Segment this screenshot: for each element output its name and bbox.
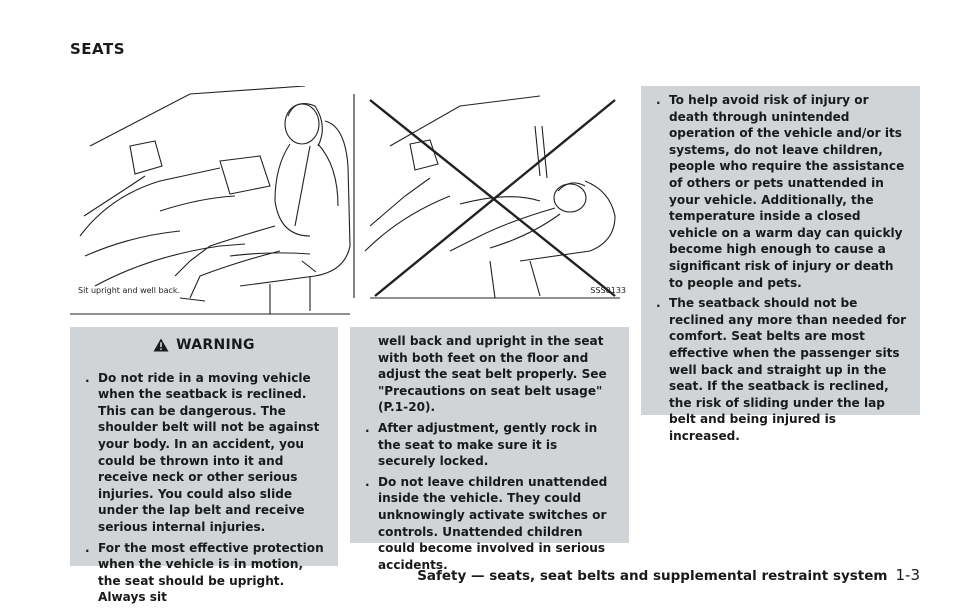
section-title: SEATS xyxy=(70,40,126,58)
page-number: 1-3 xyxy=(895,566,920,584)
footer-title: Safety — seats, seat belts and supplemental restraint system xyxy=(417,568,888,584)
bullet-symbol: . xyxy=(656,296,661,311)
figure-caption: Sit upright and well back. xyxy=(78,286,181,295)
list-item-text: Do not ride in a moving vehicle when the seatback is reclined. This can be dangerous. The shoulder belt will not be against your body. In an accident, you could be thrown into it and receive neck or other serious injuries. You could also slide under the lap belt and receive serious internal injuries. xyxy=(98,370,320,534)
list-item-text: The seatback should not be reclined any more than needed for comfort. Seat belts are most effective when the passenger sits well back and straight up in the seat. If the seatback is reclined, the risk of sliding under the lap belt and being injured is increased. xyxy=(669,296,907,443)
list-item-text: After adjustment, gently rock in the seat to make sure it is securely locked. xyxy=(378,420,598,469)
seat-illustration xyxy=(70,86,630,315)
list-item-text: For the most effective protection when the vehicle is in motion, the seat should be upright. Always sit xyxy=(98,540,324,605)
list-item-text: Do not leave children unattended inside the vehicle. They could unknowingly activate switches or controls. Unattended children could become involved in serious accidents. xyxy=(378,474,608,572)
list-item xyxy=(82,540,326,606)
list-item xyxy=(82,370,326,536)
list-item xyxy=(653,295,908,444)
list-item-text: To help avoid risk of injury or death through unintended operation of the vehicle and/or its systems, do not leave children, people who require the assistance of others or pets unattended in your vehicle. Additionally, the temperature inside a closed vehicle on a warm day can quickly become high enough to cause a significant risk of injury or death to people and pets. xyxy=(669,93,905,290)
bullet-symbol: . xyxy=(85,370,90,385)
warning-box xyxy=(70,327,338,605)
continued-text: well back and upright in the seat with both feet on the floor and adjust the seat belt properly. See "Precautions on seat belt usage" (P.1-20). xyxy=(378,334,607,415)
bullet-symbol: . xyxy=(365,420,370,435)
seat-illustration-drawing xyxy=(70,86,630,315)
list-item xyxy=(653,92,908,291)
list-item xyxy=(362,420,617,470)
list-item xyxy=(362,474,617,574)
figure-code: SSS0133 xyxy=(590,286,626,295)
bullet-symbol: . xyxy=(656,93,661,107)
page-footer xyxy=(417,566,920,584)
bullet-symbol: . xyxy=(85,540,90,555)
warning-box-continued xyxy=(350,327,629,572)
warning-title: WARNING xyxy=(176,337,255,353)
bullet-symbol: . xyxy=(365,474,370,489)
warning-box-right xyxy=(641,86,920,443)
warning-triangle-icon xyxy=(153,338,169,352)
warning-header xyxy=(82,337,326,354)
